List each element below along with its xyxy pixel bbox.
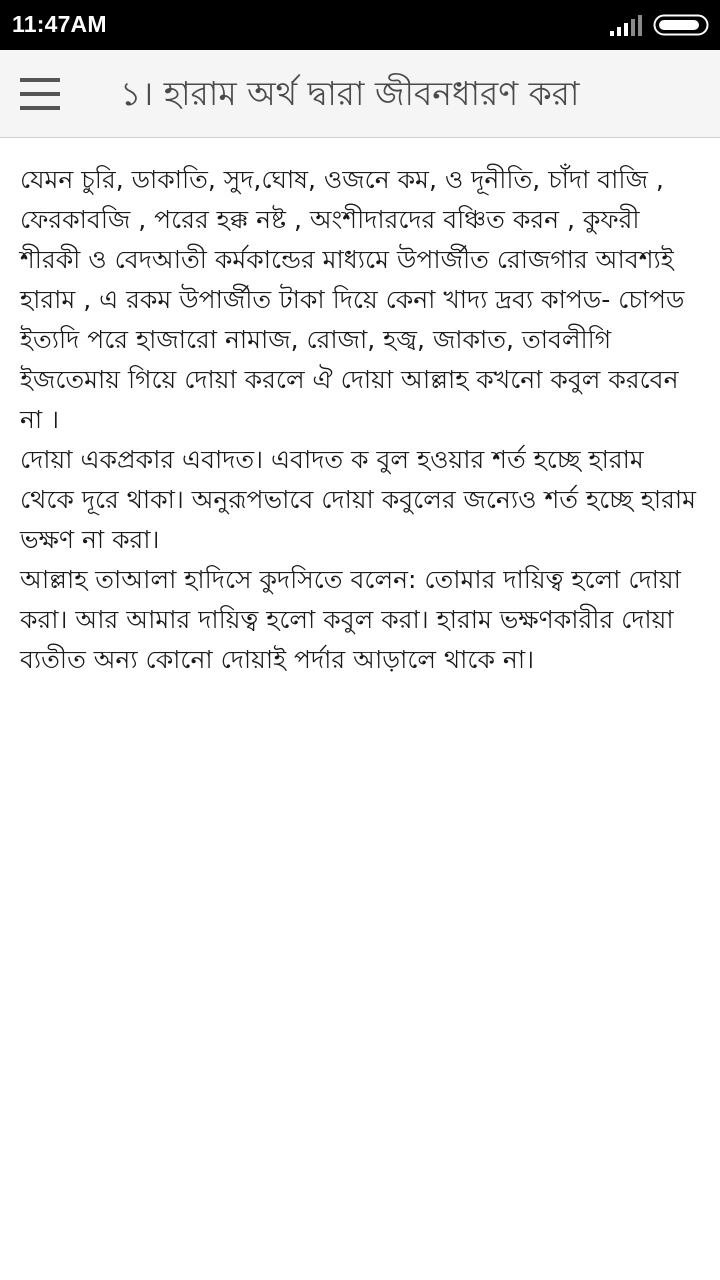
page-title: ১। হারাম অর্থ দ্বারা জীবনধারণ করা <box>120 74 580 113</box>
status-bar <box>0 0 720 50</box>
app-bar <box>0 50 720 138</box>
menu-button[interactable] <box>10 70 70 118</box>
battery-icon <box>653 14 709 36</box>
cell-signal-icon <box>609 14 643 36</box>
article-paragraph: আল্লাহ তাআলা হাদিসে কুদসিতে বলেন: তোমার দায়িত্ব হলো দোয়া করা। আর আমার দায়িত্ব হলো কবুল করা। হারাম ভক্ষণকারীর দোয়া ব্যতীত অন্য কোনো দোয়াই পর্দার আড়ালে থাকে না। <box>20 565 681 674</box>
article-paragraph: দোয়া একপ্রকার এবাদত। এবাদত ক বুল হওয়ার শর্ত হচ্ছে হারাম থেকে দূরে থাকা। অনুরূপভাবে দোয়া কবুলের জন্যেও শর্ত হচ্ছে হারাম ভক্ষণ না করা। <box>20 445 697 554</box>
status-time: 11:47AM <box>12 11 107 37</box>
article-paragraph: যেমন চুরি, ডাকাতি, সুদ,ঘোষ, ওজনে কম, ও দূনীতি, চাঁদা বাজি , ফেরকাবজি , পরের হক্ক নষ্ট , অংশীদারদের বঞ্চিত করন , কুফরী শীরকী ও বেদআতী কর্মকান্ডের মাধ্যমে উপার্জীত রোজগার আবশ্যই হারাম , এ রকম উপার্জীত টাকা দিয়ে কেনা খাদ্য দ্রব্য কাপড- চোপড ইত্যদি পরে হাজারো নামাজ, রোজা, হজ্ব, জাকাত, তাবলীগি ইজতেমায় গিয়ে দোয়া করলে ঐ দোয়া আল্লাহ কখনো কবুল করবেন না । <box>20 165 685 434</box>
article-body <box>20 160 704 680</box>
